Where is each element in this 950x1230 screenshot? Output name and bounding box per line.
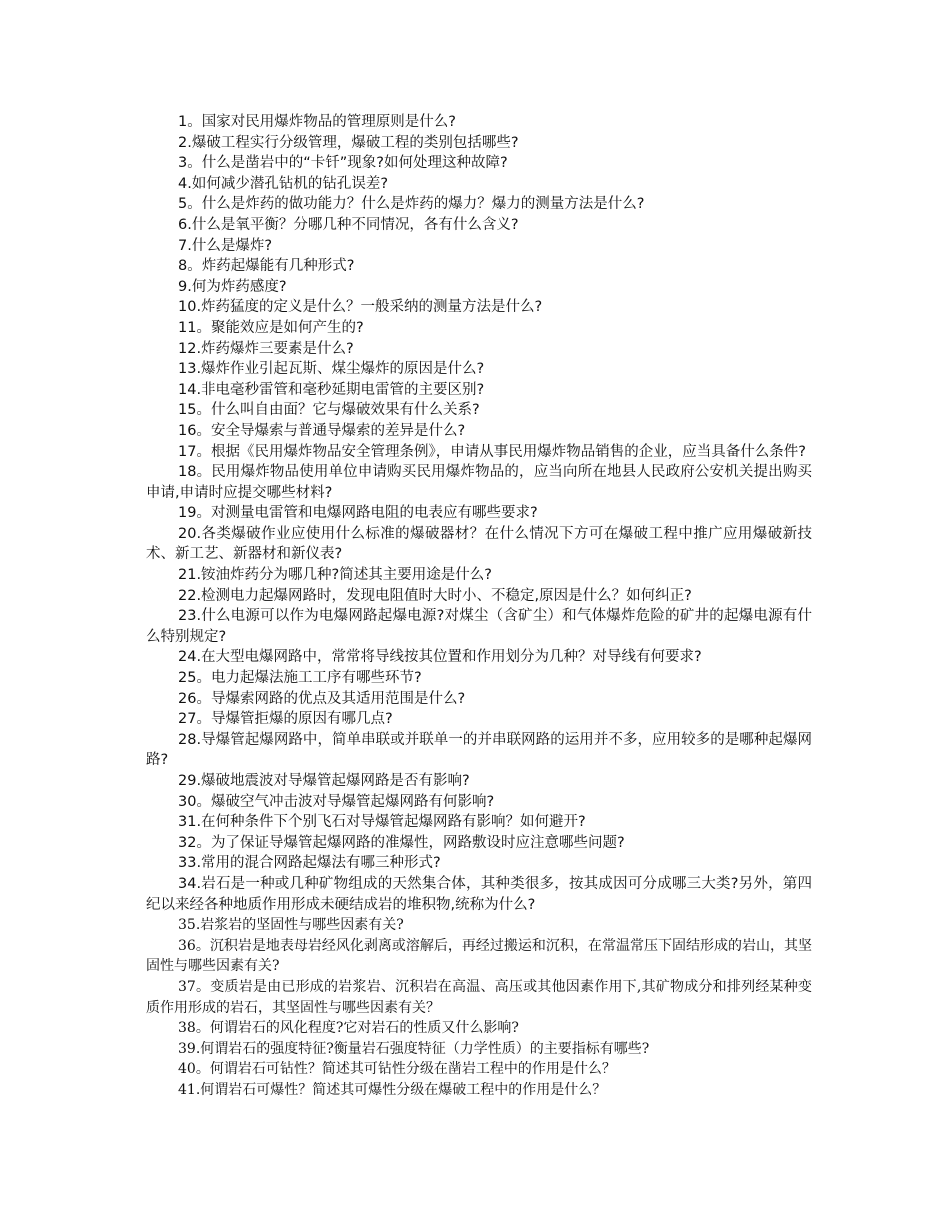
question-item: 39.何谓岩石的强度特征?衡量岩石强度特征（力学性质）的主要指标有哪些? bbox=[178, 1040, 650, 1057]
question-item: 28.导爆管起爆网路中，简单串联或并联单一的并串联网路的运用并不多，应用较多的是哪种起爆网路? bbox=[146, 731, 812, 769]
question-item: 25。电力起爆法施工工序有哪些环节? bbox=[178, 670, 422, 687]
question-item: 11。聚能效应是如何产生的? bbox=[178, 319, 364, 336]
question-item: 26。导爆索网路的优点及其适用范围是什么? bbox=[178, 690, 466, 707]
question-item: 34.岩石是一种或几种矿物组成的天然集合体，其种类很多，按其成因可分成哪三大类?另外，第四纪以来经各种地质作用形成未硬结成岩的堆积物,统称为什么? bbox=[146, 875, 812, 913]
question-item: 29.爆破地震波对导爆管起爆网路是否有影响? bbox=[178, 773, 470, 789]
question-item: 15。什么叫自由面？它与爆破效果有什么关系? bbox=[178, 402, 480, 419]
question-item: 41.何谓岩石可爆性？简述其可爆性分级在爆破工程中的作用是什么？ bbox=[178, 1081, 607, 1098]
question-item: 38。何谓岩石的风化程度?它对岩石的性质又什么影响? bbox=[178, 1020, 519, 1037]
question-item: 4.如何减少潜孔钻机的钻孔误差? bbox=[178, 175, 389, 192]
question-item: 20.各类爆破作业应使用什么标准的爆破器材？在什么情况下方可在爆破工程中推广应用爆破新技术、新工艺、新器材和新仪表? bbox=[146, 525, 812, 563]
question-item: 24.在大型电爆网路中，常常将导线按其位置和作用划分为几种？对导线有何要求? bbox=[178, 649, 702, 666]
question-item: 36。沉积岩是地表母岩经风化剥离或溶解后，再经过搬运和沉积，在常温常压下固结形成的岩山，其坚固性与哪些因素有关? bbox=[146, 937, 812, 975]
question-item: 16。安全导爆索与普通导爆索的差异是什么? bbox=[178, 422, 466, 439]
question-item: 14.非电毫秒雷管和毫秒延期电雷管的主要区别? bbox=[178, 381, 485, 398]
question-item: 33.常用的混合网路起爆法有哪三种形式? bbox=[178, 855, 441, 872]
question-item: 1。国家对民用爆炸物品的管理原则是什么? bbox=[178, 114, 456, 130]
question-item: 3。什么是凿岩中的“卡钎”现象?如何处理这种故障? bbox=[178, 155, 508, 172]
question-item: 19。对测量电雷管和电爆网路电阻的电表应有哪些要求? bbox=[178, 505, 538, 522]
question-item: 35.岩浆岩的坚固性与哪些因素有关? bbox=[178, 917, 404, 934]
question-item: 40。何谓岩石可钻性？简述其可钻性分级在凿岩工程中的作用是什么？ bbox=[178, 1061, 616, 1078]
question-item: 22.检测电力起爆网路时，发现电阻值时大时小、不稳定,原因是什么？如何纠正? bbox=[178, 587, 692, 604]
question-item: 8。炸药起爆能有几种形式? bbox=[178, 258, 355, 275]
question-item: 9.何为炸药感度? bbox=[178, 278, 287, 295]
question-item: 2.爆破工程实行分级管理，爆破工程的类别包括哪些? bbox=[178, 134, 519, 151]
question-item: 27。导爆管拒爆的原因有哪几点? bbox=[178, 711, 393, 728]
question-item: 7.什么是爆炸? bbox=[178, 237, 273, 254]
question-item: 5。什么是炸药的做功能力？什么是炸药的爆力？爆力的测量方法是什么? bbox=[178, 196, 645, 213]
question-item: 10.炸药猛度的定义是什么？一般采纳的测量方法是什么? bbox=[178, 299, 543, 316]
question-item: 18。民用爆炸物品使用单位申请购买民用爆炸物品的，应当向所在地县人民政府公安机关提出购买申请,申请时应提交哪些材料? bbox=[146, 464, 812, 501]
question-item: 17。根据《民用爆炸物品安全管理条例》，申请从事民用爆炸物品销售的企业，应当具备什么条件? bbox=[178, 443, 806, 460]
question-item: 12.炸药爆炸三要素是什么? bbox=[178, 340, 354, 357]
question-item: 30。爆破空气冲击波对导爆管起爆网路有何影响? bbox=[178, 793, 495, 810]
question-item: 32。为了保证导爆管起爆网路的准爆性，网路敷设时应注意哪些问题? bbox=[178, 834, 625, 851]
question-item: 37。变质岩是由已形成的岩浆岩、沉积岩在高温、高压或其他因素作用下,其矿物成分和排列经某种变质作用形成的岩石，其坚固性与哪些因素有关？ bbox=[146, 978, 812, 1016]
question-item: 13.爆炸作业引起瓦斯、煤尘爆炸的原因是什么? bbox=[178, 361, 485, 378]
question-list bbox=[146, 112, 812, 1101]
question-item: 23.什么电源可以作为电爆网路起爆电源?对煤尘（含矿尘）和气体爆炸危险的矿井的起爆电源有什么特别规定? bbox=[146, 608, 812, 645]
question-item: 31.在何种条件下个别飞石对导爆管起爆网路有影响？如何避开? bbox=[178, 814, 586, 831]
question-item: 21.铵油炸药分为哪几种?简述其主要用途是什么? bbox=[178, 567, 492, 584]
question-item: 6.什么是氧平衡？分哪几种不同情况，各有什么含义? bbox=[178, 216, 519, 233]
